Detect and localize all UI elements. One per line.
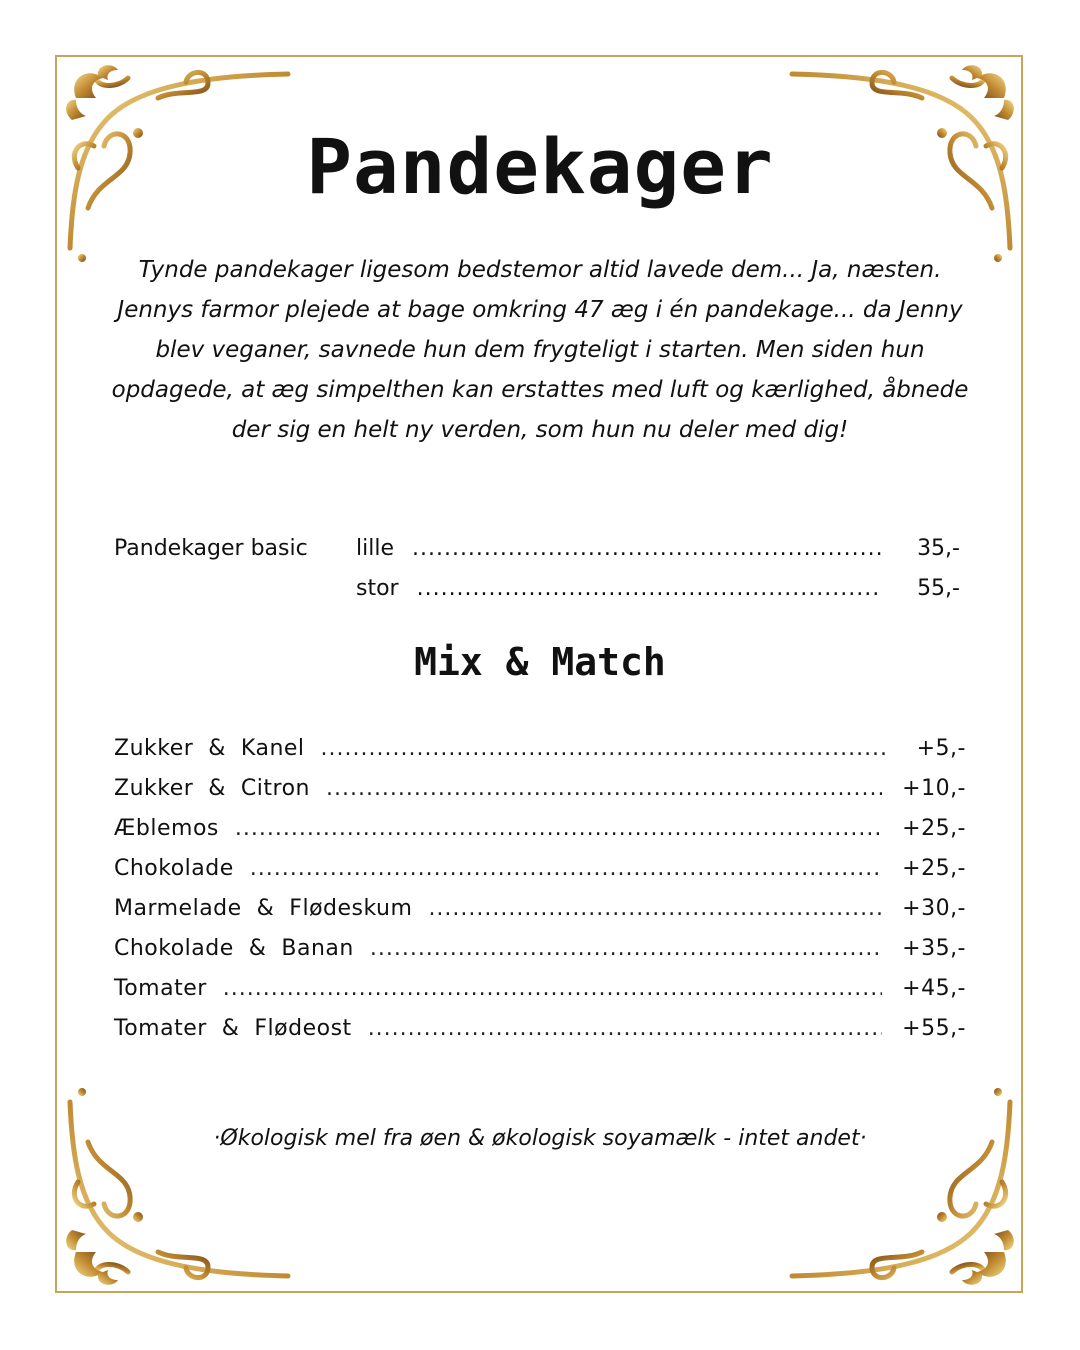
menu-item-price: +35,- (902, 936, 966, 961)
ornament-corner-icon (58, 1052, 298, 1292)
menu-item-price: +25,- (902, 856, 966, 881)
menu-item-price: +25,- (902, 816, 966, 841)
basic-label: Pandekager basic (114, 536, 308, 561)
dot-leader (223, 976, 882, 1001)
intro-text (110, 250, 970, 450)
ornament-corner-icon (782, 1052, 1022, 1292)
menu-item-name: Marmelade & Flødeskum (114, 896, 413, 921)
dot-leader (428, 896, 882, 921)
intro-line: opdagede, at æg simpelthen kan erstattes med luft og kærlighed, åbnede (111, 377, 969, 403)
menu-item-price: +5,- (916, 736, 966, 761)
dot-leader (370, 936, 882, 961)
menu-item-row (114, 816, 966, 856)
dot-leader (326, 776, 882, 801)
section-title: Mix & Match (414, 640, 666, 684)
basic-size-name: stor (356, 576, 399, 601)
intro-line: Tynde pandekager ligesom bedstemor altid lavede dem... Ja, næsten. (138, 257, 942, 283)
menu-item-name: Zukker & Kanel (114, 736, 305, 761)
menu-title: Pandekager (306, 122, 774, 211)
menu-item-name: Chokolade (114, 856, 234, 881)
intro-line: blev veganer, savnede hun dem frygteligt i starten. Men siden hun (155, 337, 925, 363)
menu-item-row (114, 976, 966, 1016)
menu-item-row (114, 1016, 966, 1056)
dot-leader (412, 536, 881, 561)
dot-leader (235, 816, 882, 841)
menu-item-price: +45,- (902, 976, 966, 1001)
intro-line: der sig en helt ny verden, som hun nu deler med dig! (231, 417, 849, 443)
menu-item-price: +10,- (902, 776, 966, 801)
basic-size-row (356, 576, 960, 616)
basic-size-price: 35,- (917, 536, 960, 561)
dot-leader (368, 1016, 882, 1041)
menu-item-price: +30,- (902, 896, 966, 921)
menu-item-name: Zukker & Citron (114, 776, 310, 801)
menu-item-name: Tomater & Flødeost (114, 1016, 352, 1041)
menu-item-row (114, 776, 966, 816)
dot-leader (417, 576, 881, 601)
menu-item-price: +55,- (902, 1016, 966, 1041)
menu-item-row (114, 896, 966, 936)
dot-leader (321, 736, 886, 761)
menu-item-name: Tomater (114, 976, 207, 1001)
intro-line: Jennys farmor plejede at bage omkring 47 æg i én pandekage... da Jenny (117, 297, 963, 323)
basic-size-row (356, 536, 960, 576)
menu-item-row (114, 856, 966, 896)
menu-item-row (114, 736, 966, 776)
basic-size-name: lille (356, 536, 394, 561)
menu-item-name: Æblemos (114, 816, 219, 841)
dot-leader (250, 856, 882, 881)
basic-size-price: 55,- (917, 576, 960, 601)
menu-item-name: Chokolade & Banan (114, 936, 354, 961)
footer-note: ·Økologisk mel fra øen & økologisk soyamælk - intet andet· (213, 1126, 867, 1151)
menu-item-row (114, 936, 966, 976)
